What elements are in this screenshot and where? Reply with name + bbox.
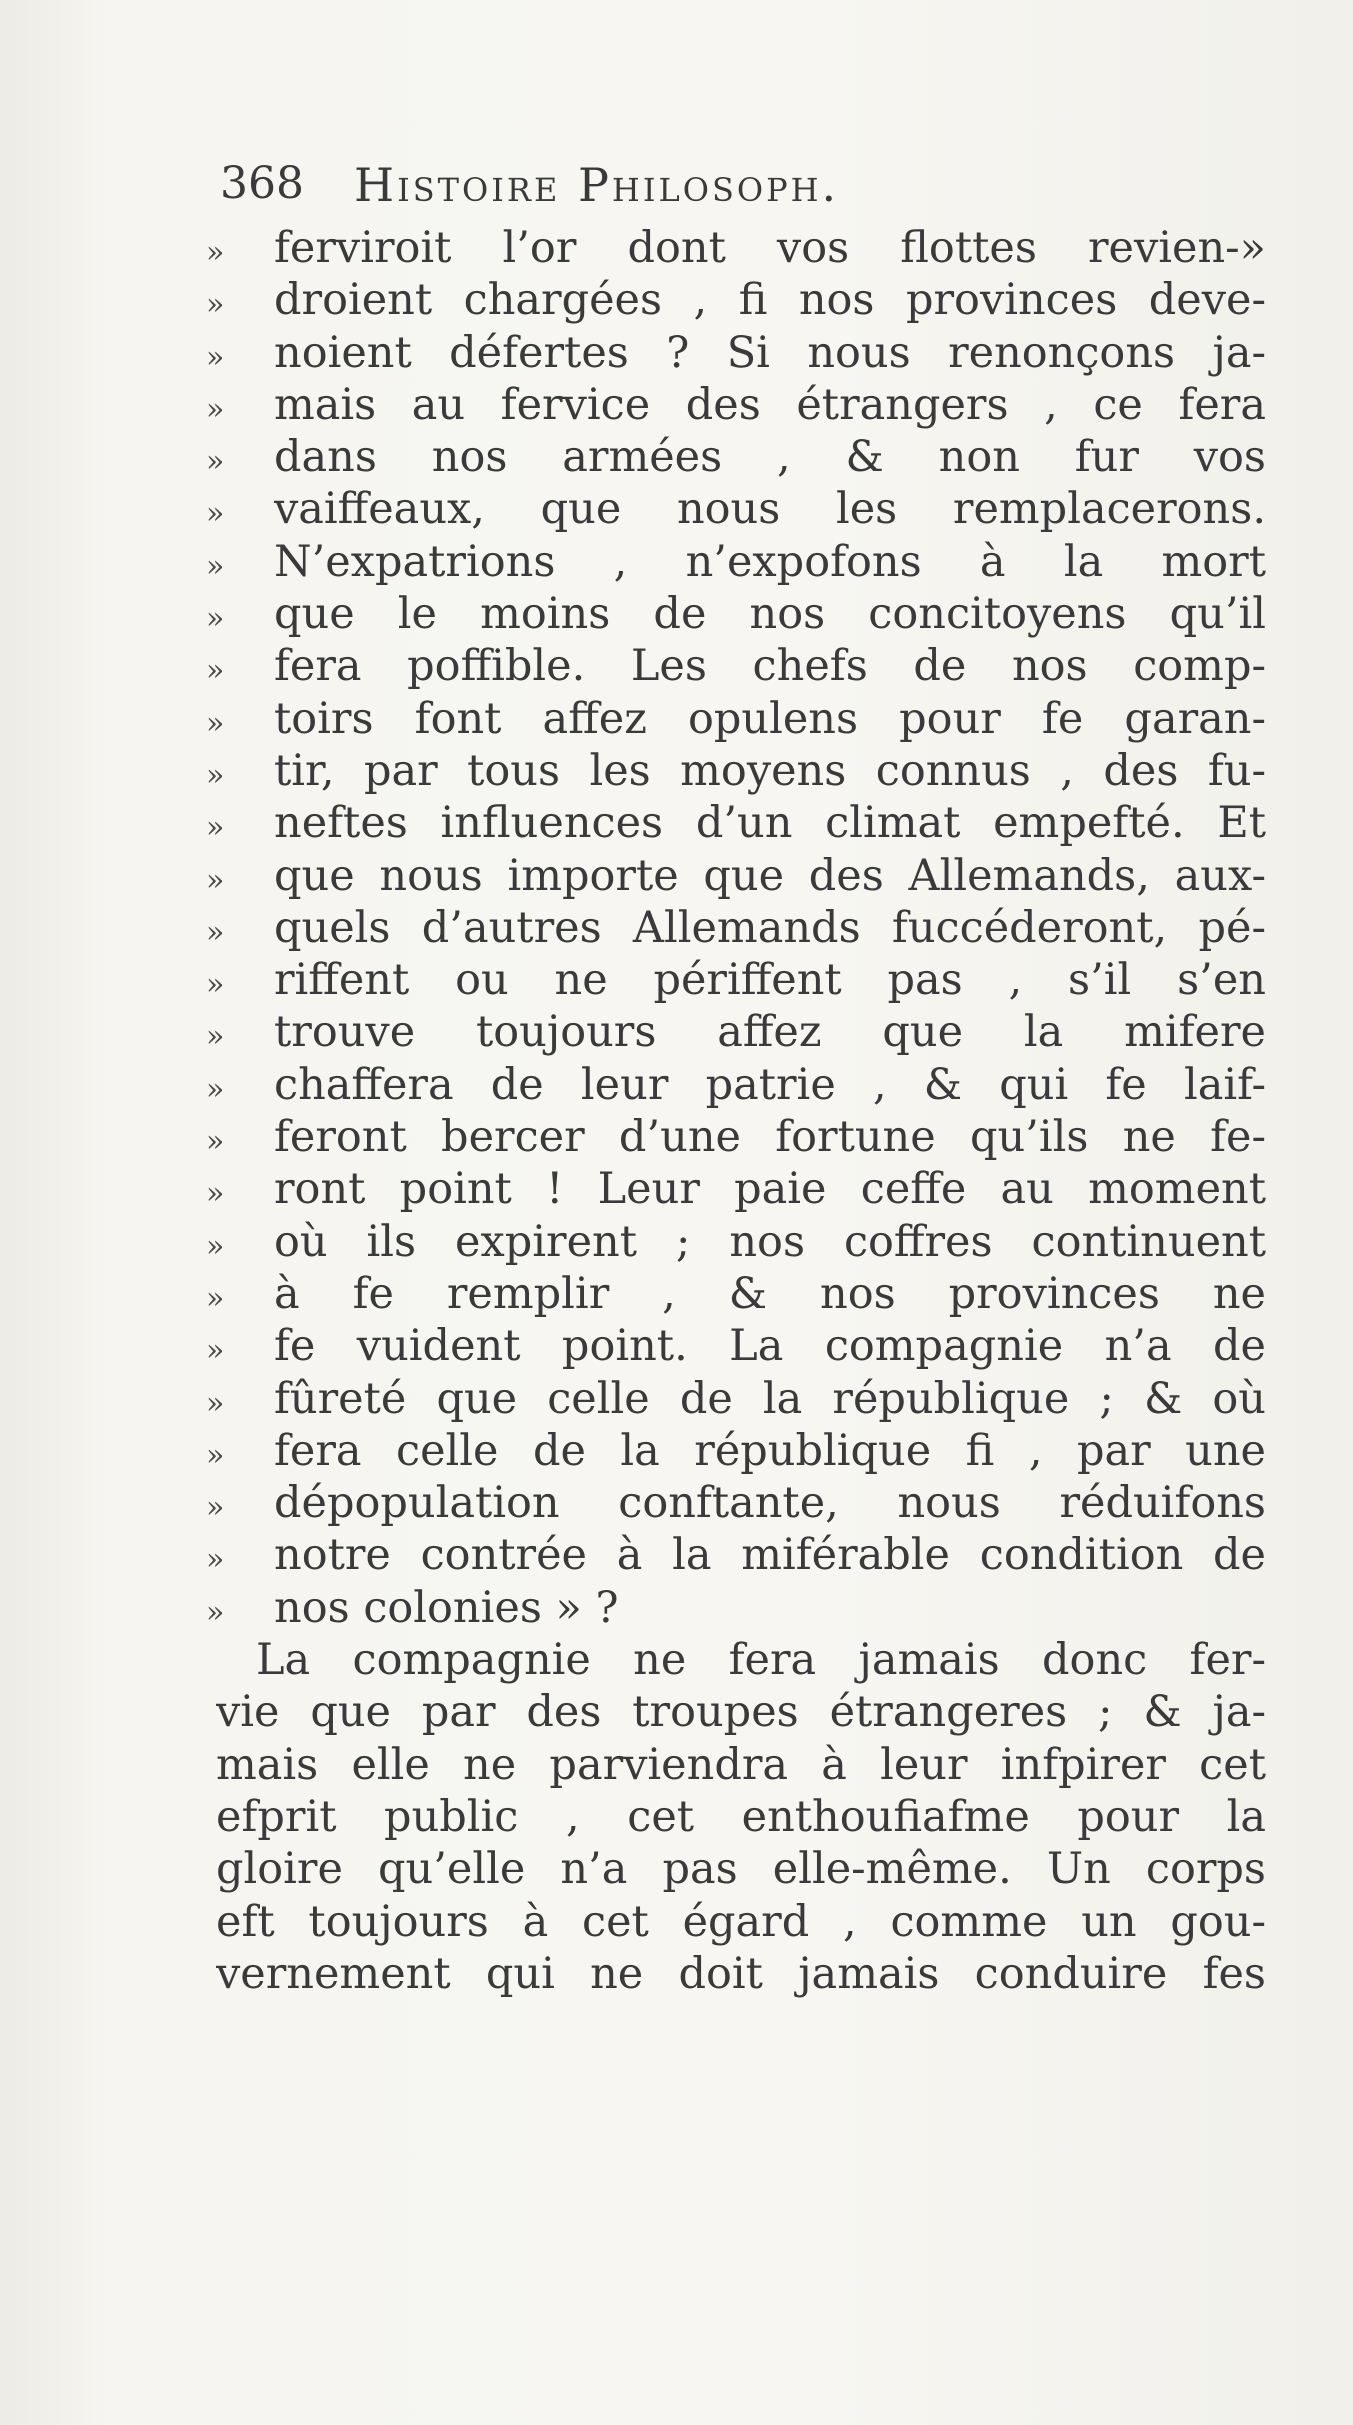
text-line <box>206 1111 1266 1163</box>
line-text: dans nos armées , & non fur vos <box>274 432 1266 483</box>
quotation-mark: » <box>206 548 225 584</box>
text-line <box>206 1425 1266 1477</box>
line-text: vie que par des troupes étrangeres ; & ja- <box>216 1687 1266 1738</box>
quotation-mark: » <box>206 1542 225 1578</box>
text-line <box>206 745 1266 797</box>
text-line <box>206 222 1266 274</box>
quotation-mark: » <box>206 1176 225 1212</box>
quotation-mark: » <box>206 1019 225 1055</box>
quotation-mark: » <box>206 862 225 898</box>
line-text: feront bercer d’une fortune qu’ils ne fe- <box>274 1112 1266 1163</box>
quotation-mark: » <box>206 914 225 950</box>
line-text: toirs font affez opulens pour fe garan- <box>274 693 1266 744</box>
quotation-mark: » <box>206 1333 225 1369</box>
line-text: à fe remplir , & nos provinces ne <box>274 1268 1266 1319</box>
text-line <box>206 1686 1266 1738</box>
line-text: fûreté que celle de la république ; & où <box>274 1373 1266 1424</box>
line-text: neftes influences d’un climat empefté. Et <box>274 798 1266 849</box>
line-text: tir, par tous les moyens connus , des fu- <box>274 745 1266 796</box>
quotation-mark: » <box>206 810 225 846</box>
text-line <box>206 1948 1266 2000</box>
quotation-mark: » <box>206 601 225 637</box>
text-line <box>206 1320 1266 1372</box>
quotation-mark: » <box>206 1594 225 1630</box>
text-line <box>206 1582 1266 1634</box>
line-text: N’expatrions , n’expofons à la mort <box>274 536 1266 587</box>
line-text: dépopulation conftante, nous réduifons <box>274 1478 1266 1529</box>
line-text: mais elle ne parviendra à leur infpirer cet <box>216 1739 1266 1790</box>
line-text: eft toujours à cet égard , comme un gou- <box>216 1896 1266 1947</box>
line-text: La compagnie ne fera jamais donc fer- <box>256 1635 1266 1686</box>
line-text: vaiffeaux, que nous les remplacerons. <box>274 484 1266 535</box>
text-line <box>206 1843 1266 1895</box>
text-line <box>206 850 1266 902</box>
text-line <box>206 1006 1266 1058</box>
text-line <box>206 588 1266 640</box>
quotation-mark: » <box>206 705 225 741</box>
text-line <box>206 1477 1266 1529</box>
text-line <box>206 1739 1266 1791</box>
line-text: trouve toujours affez que la mifere <box>274 1007 1266 1058</box>
text-line <box>206 1268 1266 1320</box>
line-text: nos colonies » ? <box>274 1582 619 1633</box>
text-line <box>206 693 1266 745</box>
quotation-mark: » <box>206 391 225 427</box>
line-text: noient défertes ? Si nous renonçons ja- <box>274 327 1266 378</box>
line-text: efprit public , cet enthoufiafme pour la <box>216 1791 1266 1842</box>
line-text: ferviroit l’or dont vos flottes revien-» <box>274 223 1266 273</box>
line-text: chaffera de leur patrie , & qui fe laif- <box>274 1059 1266 1110</box>
quotation-mark: » <box>206 653 225 689</box>
text-line <box>206 327 1266 379</box>
page-number: 368 <box>220 158 304 209</box>
text-line <box>206 1791 1266 1843</box>
text-line <box>206 1163 1266 1215</box>
text-line <box>206 1216 1266 1268</box>
text-line <box>206 1896 1266 1948</box>
line-text: fe vuident point. La compagnie n’a de <box>274 1321 1266 1372</box>
line-text: vernement qui ne doit jamais conduire fes <box>216 1948 1266 1999</box>
line-text: ront point ! Leur paie ceffe au moment <box>274 1164 1266 1215</box>
quotation-mark: » <box>206 1280 225 1316</box>
line-text: où ils expirent ; nos coffres continuent <box>274 1216 1266 1267</box>
quotation-mark: » <box>206 1228 225 1264</box>
quotation-mark: » <box>206 339 225 375</box>
quotation-mark: » <box>206 1385 225 1421</box>
quotation-mark: » <box>206 1437 225 1473</box>
line-text: que nous importe que des Allemands, aux- <box>274 850 1266 901</box>
text-block <box>206 150 1266 2000</box>
text-line <box>206 640 1266 692</box>
line-text: que le moins de nos concitoyens qu’il <box>274 589 1266 640</box>
text-line <box>206 797 1266 849</box>
quotation-mark: » <box>206 1071 225 1107</box>
text-line <box>206 1634 1266 1686</box>
text-line <box>206 431 1266 483</box>
line-text: riffent ou ne périffent pas , s’il s’en <box>274 955 1266 1006</box>
running-title: Histoire Philosoph. <box>354 158 840 212</box>
quotation-mark: » <box>206 967 225 1003</box>
line-text: gloire qu’elle n’a pas elle-même. Un corps <box>216 1844 1266 1895</box>
text-line <box>206 379 1266 431</box>
line-text: mais au fervice des étrangers , ce fera <box>274 379 1266 430</box>
line-text: droient chargées , fi nos provinces deve- <box>274 275 1266 326</box>
quotation-mark: » <box>206 757 225 793</box>
text-line <box>206 1529 1266 1581</box>
line-text: fera poffible. Les chefs de nos comp- <box>274 641 1266 692</box>
text-line <box>206 1059 1266 1111</box>
text-line <box>206 902 1266 954</box>
quotation-mark: » <box>206 287 225 323</box>
line-text: notre contrée à la miférable condition de <box>274 1530 1266 1581</box>
quotation-mark: » <box>206 1490 225 1526</box>
text-line <box>206 483 1266 535</box>
quotation-mark: » <box>206 235 225 270</box>
quotation-mark: » <box>206 1124 225 1160</box>
page-header <box>206 150 1266 210</box>
text-line <box>206 1373 1266 1425</box>
line-text: quels d’autres Allemands fuccéderont, pé- <box>274 902 1266 953</box>
line-text: fera celle de la république fi , par une <box>274 1425 1266 1476</box>
text-line <box>206 536 1266 588</box>
quotation-mark: » <box>206 496 225 532</box>
text-line <box>206 274 1266 326</box>
quotation-mark: » <box>206 444 225 480</box>
body-text <box>206 222 1266 2000</box>
text-line <box>206 954 1266 1006</box>
